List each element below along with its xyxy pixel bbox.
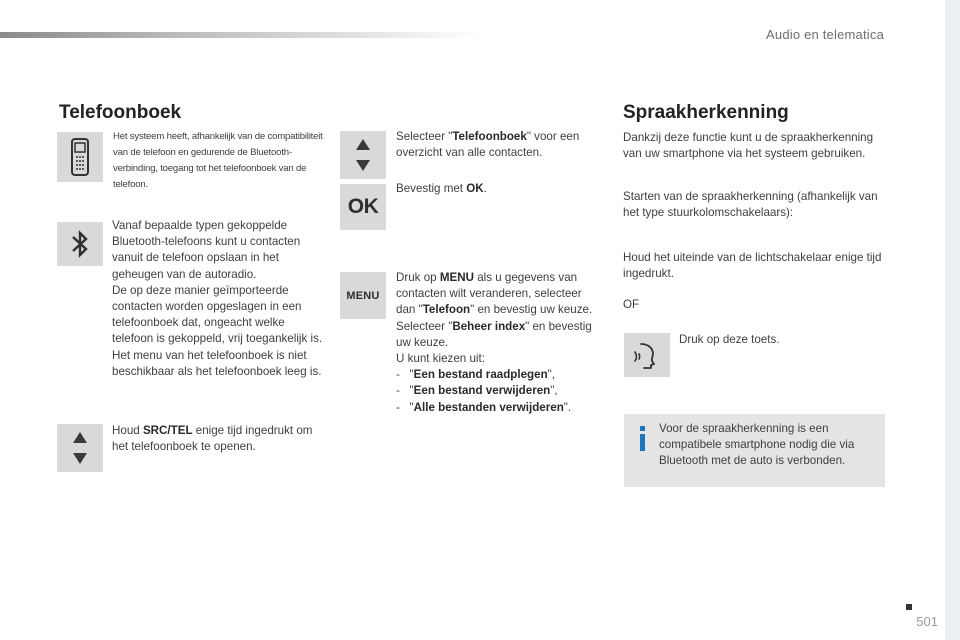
arrows-icon-box-left <box>57 424 103 472</box>
phonebook-access-note: Het systeem heeft, afhankelijk van de compatibiliteit van de telefoon en gedurende de Bluetooth-verbinding, toegang tot het telefoonboek van de telefoon. <box>113 131 323 190</box>
phone-icon-box <box>57 132 103 182</box>
info-icon <box>639 426 647 452</box>
bluetooth-contacts-p3: Het menu van het telefoonboek is niet beschikbaar als het telefoonboek leeg is. <box>112 348 322 378</box>
ok-key: OK <box>466 182 484 195</box>
header-gradient-bar <box>0 32 480 38</box>
option-dash: - <box>396 368 400 382</box>
select-phonebook-text <box>396 129 601 161</box>
bluetooth-contacts-p1: Vanaf bepaalde typen gekoppelde Bluetooth-telefoons kunt u contacten vanuit de telefoon opslaan in het geheugen van de autoradio. <box>112 219 301 281</box>
menu-step-p2 <box>396 319 601 351</box>
option-dash: - <box>396 384 400 398</box>
step2-pre: Bevestig met <box>396 182 467 195</box>
voice-intro: Dankzij deze functie kunt u de spraakherkenning van uw smartphone via het systeem gebruiken. <box>623 131 874 161</box>
ok-button-icon: OK <box>347 195 379 218</box>
section-title: Audio en telematica <box>766 27 884 42</box>
menu-button-icon: MENU <box>346 289 380 302</box>
press-button-text: Druk op deze toets. <box>679 333 780 346</box>
menu-step-p3: U kunt kiezen uit: <box>396 352 485 366</box>
step3b-pre: Selecteer " <box>396 319 453 333</box>
voice-recognition-heading: Spraakherkenning <box>623 102 789 123</box>
confirm-ok-text <box>396 181 601 197</box>
option-label: Alle bestanden verwijderen <box>413 400 564 414</box>
voice-command-icon <box>632 340 662 370</box>
voice-start-intro: Starten van de spraakherkenning (afhankelijk van het type stuurkolomschakelaars): <box>623 190 878 220</box>
bluetooth-icon-box <box>57 222 103 266</box>
up-down-arrows-icon <box>356 139 370 171</box>
page-edge <box>945 0 960 640</box>
step1-pre: Selecteer " <box>396 130 453 143</box>
telefoon-key: Telefoon <box>422 303 471 317</box>
info-box <box>624 414 885 487</box>
page-number: 501 <box>916 614 938 629</box>
up-down-arrows-icon <box>73 432 87 464</box>
voice-hold-lightswitch: Houd het uiteinde van de lichtschakelaar enige tijd ingedrukt. <box>623 251 882 281</box>
step3-post: " en bevestig uw keuze. <box>470 303 593 317</box>
option-label: Een bestand verwijderen <box>413 384 551 398</box>
option-item: - "Een bestand verwijderen", <box>396 384 558 398</box>
or-separator: OF <box>623 298 640 311</box>
option-dash: - <box>396 400 400 414</box>
bluetooth-contacts-p2: De op deze manier geïmporteerde contacten worden opgeslagen in een telefoonboek dat, ongeacht welke telefoon is gekoppeld, vrij toegankelijk is. <box>112 283 323 346</box>
phone-icon <box>66 137 94 177</box>
step2-post: . <box>483 182 487 195</box>
menu-step-p1 <box>396 270 601 319</box>
menu-button-box <box>340 272 386 319</box>
step3-pre: Druk op <box>396 271 440 284</box>
bluetooth-contacts-text <box>112 218 327 380</box>
ok-button-box <box>340 184 386 230</box>
beheer-index-key: Beheer index <box>452 319 526 333</box>
open-phonebook-post: enige tijd ingedrukt om het telefoonboek te openen. <box>112 424 313 454</box>
open-phonebook-pre: Houd <box>112 424 143 437</box>
option-label: Een bestand raadplegen <box>413 368 548 382</box>
open-phonebook-text <box>112 423 317 455</box>
step3-mid: als u gegevens van contacten wilt veranderen, selecteer dan " <box>396 271 582 317</box>
src-tel-key: SRC/TEL <box>142 424 193 437</box>
phonebook-heading: Telefoonboek <box>59 102 182 123</box>
info-text: Voor de spraakherkenning is een compatibele smartphone nodig die via Bluetooth met de auto is verbonden. <box>659 422 855 468</box>
arrows-icon-box-mid <box>340 131 386 179</box>
step1-post: " voor een overzicht van alle contacten. <box>396 130 580 160</box>
option-item: - "Een bestand raadplegen", <box>396 368 556 382</box>
menu-key: MENU <box>439 271 474 284</box>
menu-instructions <box>396 270 601 416</box>
page-marker <box>906 604 912 610</box>
step3b-post: " en bevestig uw keuze. <box>396 319 592 349</box>
option-item: - "Alle bestanden verwijderen". <box>396 400 572 414</box>
bluetooth-icon <box>70 229 90 259</box>
voice-button-box <box>624 333 670 377</box>
telefoonboek-key: Telefoonboek <box>452 130 527 143</box>
